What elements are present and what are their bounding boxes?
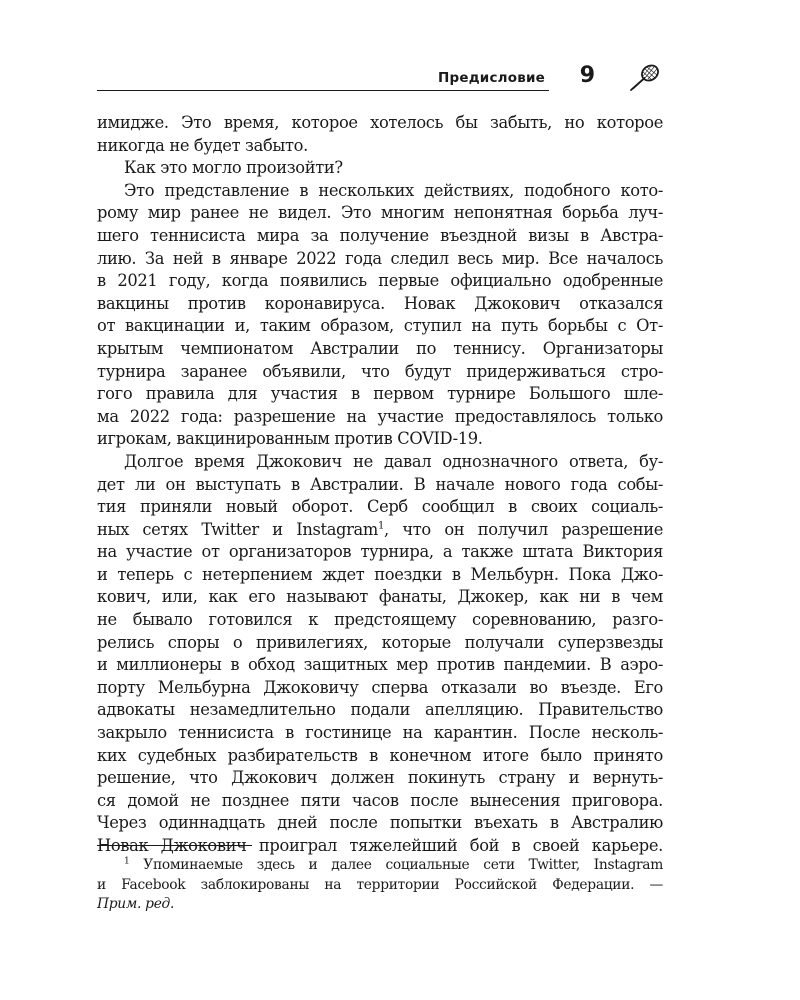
text-line: Это представление в нескольких действиях, подобного кото- [124,180,663,200]
text-line-with-footnote [97,519,663,542]
text-line: ся домой не позднее пяти часов после вынесения приговора. [97,790,663,810]
footnote-line: и Facebook заблокированы на территории Российской Федерации. — [97,876,663,893]
text-line: имидже. Это время, которое хотелось бы забыть, но которое [97,113,663,132]
footnote [97,856,663,915]
footnote-line [97,856,663,876]
text-line: кович, или, как его называют фанаты, Джокер, как ни в чем [97,587,663,607]
editor-note: Прим. ред. [97,896,175,912]
text-line: от вакцинации и, таким образом, ступил на путь борьбы с От- [97,316,663,336]
text-line: решение, что Джокович должен покинуть страну и вернуть- [97,768,663,788]
text-line: Долгое время Джокович не давал однозначного ответа, бу- [124,451,663,471]
page-number: 9 [579,63,595,88]
body-text [97,112,663,858]
text-line: ких судебных разбирательств в конечном итоге было принято [97,745,663,765]
text-line: гого правила для участия в первом турнире Большого шле- [97,384,663,404]
footnote-mark: 1 [124,856,130,867]
text-line: рому мир ранее не видел. Это многим непонятная борьба луч- [97,203,663,223]
text-line: вакцины против коронавируса. Новак Джокович отказался [97,293,663,313]
text-line: лию. За ней в январе 2022 года следил весь мир. Все началось [97,248,663,268]
text-line: Через одиннадцать дней после попытки въехать в Австралию [97,813,663,833]
text-line: никогда не будет забыто. [97,135,308,155]
text-line: не бывало готовился к предстоящему соревнованию, разго- [97,610,663,630]
text-fragment: , что он получил разрешение [384,519,663,539]
footnote-rule [97,845,252,846]
footnote-text: Упоминаемые здесь и далее социальные сети Twitter, Instagram [129,857,663,873]
text-line: дет ли он выступать в Австралии. В начале нового года собы- [97,474,663,494]
text-line: тия приняли новый оборот. Серб сообщил в своих социаль- [97,497,663,517]
text-line: в 2021 году, когда появились первые официально одобренные [97,271,663,291]
section-title: Предисловие [437,70,545,86]
tennis-racket-icon [627,62,663,92]
text-line: крытым чемпионатом Австралии по теннису. Организаторы [97,338,663,358]
text-line: на участие от организаторов турнира, а также штата Виктория [97,542,663,562]
text-line: адвокаты незамедлительно подали апелляцию. Правительство [97,700,663,720]
text-fragment: ных сетях Twitter и Instagram [97,519,379,539]
text-line: релись споры о привилегиях, которые получали суперзвезды [97,632,663,652]
text-line: ма 2022 года: разрешение на участие предоставлялось только [97,406,663,426]
text-line: Новак Джокович проиграл тяжелейший бой в своей карьере. [97,836,663,855]
text-line: шего теннисиста мира за получение въездной визы в Австра- [97,225,663,245]
text-line: игрокам, вакцинированным против COVID-19. [97,429,483,449]
footnote-reference: 1 [378,520,385,532]
text-line: и миллионеры в обход защитных мер против пандемии. В аэро- [97,655,663,675]
header-rule [97,90,549,91]
text-line: закрыло теннисиста в гостинице на карантин. После несколь- [97,723,663,743]
text-line: и теперь с нетерпением ждет поездки в Мельбурн. Пока Джо- [97,564,663,584]
text-line: Как это могло произойти? [124,158,343,178]
text-line: турнира заранее объявили, что будут придерживаться стро- [97,361,663,381]
text-line: порту Мельбурна Джоковичу сперва отказали во въезде. Его [97,677,663,697]
